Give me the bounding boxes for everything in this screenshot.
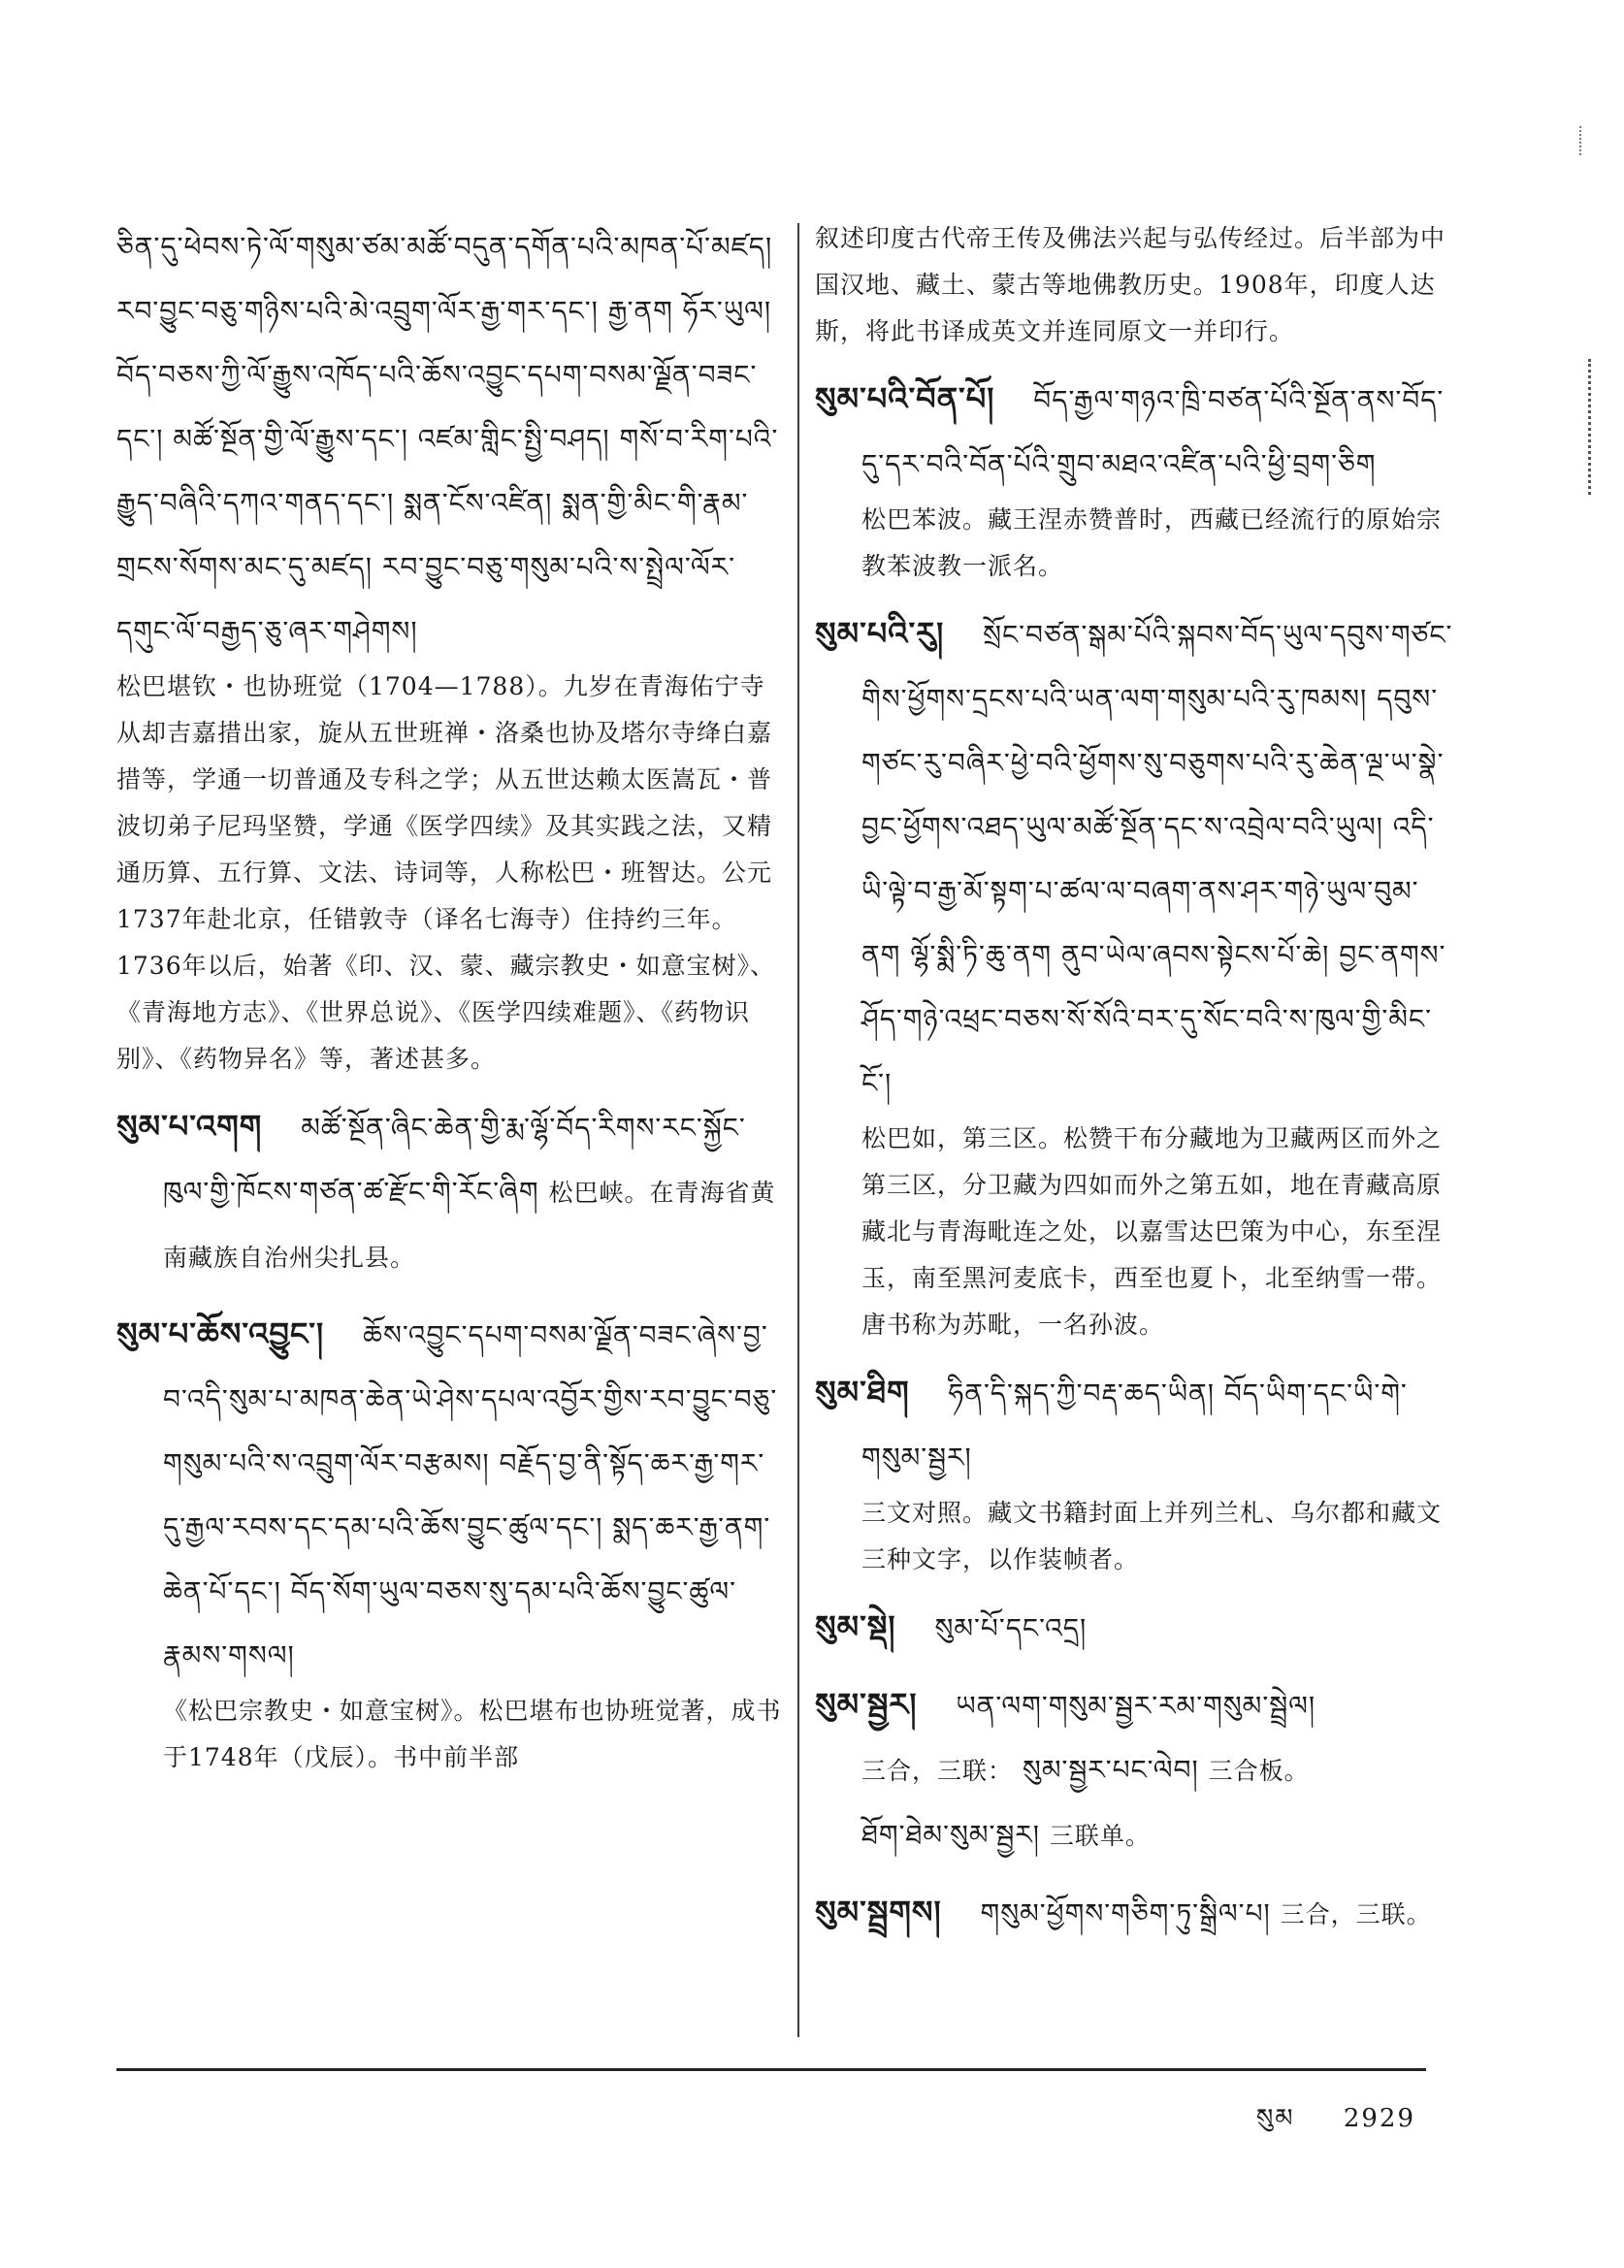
- entry-headword: སུམ་ཐིག: [815, 1374, 910, 1410]
- example-chinese: 三合板。: [1208, 1757, 1310, 1785]
- page-number: 2929: [1343, 2104, 1415, 2133]
- entry-continuation: [116, 215, 786, 1083]
- entry-chinese-definition: 三合，三联。: [1280, 1900, 1432, 1928]
- entry-chinese-definition: 三文对照。藏文书籍封面上并列兰札、乌尔都和藏文三种文字，以作装帧者。: [861, 1499, 1443, 1573]
- column-divider: [797, 223, 799, 2037]
- example-tibetan: སུམ་སྦྱར་པང་ལེབ།: [1022, 1754, 1199, 1786]
- dictionary-entry: [815, 1595, 1455, 1661]
- continuation-chinese: 叙述印度古代帝王传及佛法兴起与弘传经过。后半部为中国汉地、藏土、蒙古等地佛教历史。1908年，印度人达斯，将此书译成英文并连同原文一并印行。: [815, 224, 1446, 345]
- continuation-tibetan: ཅིན་དུ་ཕེབས་ཏེ་ལོ་གསུམ་ཙམ་མཚོ་བདུན་དགོན་པའི་མཁན་པོ་མཛད། རབ་བྱུང་བཅུ་གཉིས་པའི་མེ་འབྲུག་ལོར་རྒྱ་གར་དང་། རྒྱ་ནག ཧོར་ཡུལ། བོད་བཅས་ཀྱི་ལོ་རྒྱུས་འཁོད་པའི་ཆོས་འབྱུང་དཔག་བསམ་ལྗོན་བཟང་དང་། མཚོ་སྔོན་གྱི་ལོ་རྒྱུས་དང་། འཛམ་གླིང་སྤྱི་བཤད། གསོ་བ་རིག་པའི་རྒྱུད་བཞིའི་དཀའ་གནད་དང་། སྨན་ངོས་འཛིན། སྨན་གྱི་མིང་གི་རྣམ་གྲངས་སོགས་མང་དུ་མཛད། རབ་བྱུང་བཅུ་གསུམ་པའི་ས་སྤྲེལ་ལོར་དགུང་ལོ་བརྒྱད་ཅུ་ཞར་གཤེགས།: [116, 231, 779, 647]
- dictionary-entry: [116, 1094, 786, 1290]
- entry-headword: སུམ་སྦྲགས།: [815, 1894, 942, 1930]
- entry-tibetan-definition: སྲོང་བཙན་སྒམ་པོའི་སྐབས་བོད་ཡུལ་དབུས་གཙང་གིས་ཕྱོགས་དྲངས་པའི་ཡན་ལག་གསུམ་པའི་རུ་ཁམས། དབུས་གཙང་རུ་བཞིར་ཕྱེ་བའི་ཕྱོགས་སུ་བཅུགས་པའི་རུ་ཆེན་ལྔ་ཡ་སྣེ་བྱང་ཕྱོགས་འཐད་ཡུལ་མཚོ་སྔོན་དང་ས་འབྲེལ་བའི་ཡུལ། འདི་ཡི་ལྟེ་བ་རྒྱ་མོ་སྟག་པ་ཚལ་ལ་བཞག་ནས་ཤར་གཉེ་ཡུལ་བུམ་ནག ལྷོ་སྨི་ཏི་ཆུ་ནག ནུབ་ཡེལ་ཞབས་སྟེངས་པོ་ཆེ། བྱང་ནགས་ཤོད་གཉེ་འཕྲང་བཅས་སོ་སོའི་བར་དུ་སོང་བའི་ས་ཁུལ་གྱི་མིང་ངོ་།: [861, 619, 1453, 1099]
- dictionary-entry: [116, 1302, 786, 1781]
- entry-tibetan-definition: ཧིན་དི་སྐད་ཀྱི་བརྡ་ཆད་ཡིན། བོད་ཡིག་དང་ཡི་གེ་གསུམ་སྦྱར།: [861, 1377, 1408, 1474]
- dictionary-entry: [815, 1672, 1455, 1868]
- entry-headword: སུམ་པ་ཆོས་འབྱུང་།: [116, 1315, 325, 1352]
- entry-tibetan-definition: ཆོས་འབྱུང་དཔག་བསམ་ལྗོན་བཟང་ཞེས་བྱ་བ་འདི་སུམ་པ་མཁན་ཆེན་ཡེ་ཤེས་དཔལ་འབྱོར་གྱིས་རབ་བྱུང་བཅུ་གསུམ་པའི་ས་འབྲུག་ལོར་བརྩམས། བརྗོད་བྱ་ནི་སྟོད་ཆར་རྒྱ་གར་དུ་རྒྱལ་རབས་དང་དམ་པའི་ཆོས་བྱུང་ཚུལ་དང་། སྨད་ཆར་རྒྱ་ནག་ཆེན་པོ་དང་། བོད་སོག་ཡུལ་བཅས་སུ་དམ་པའི་ཆོས་བྱུང་ཚུལ་རྣམས་གསལ།: [163, 1319, 778, 1671]
- continuation-chinese: 松巴堪钦・也协班觉（1704—1788）。九岁在青海佑宁寺从却吉嘉措出家，旋从五世班禅・洛桑也协及塔尔寺绛白嘉措等，学通一切普通及专科之学；从五世达赖太医嵩瓦・普波切弟子尼玛坚赞，学通《医学四续》及其实践之法，又精通历算、五行算、文法、诗词等，人称松巴・班智达。公元1737年赴北京，任错敦寺（译名七海寺）住持约三年。1736年以后，始著《印、汉、蒙、藏宗教史・如意宝树》、《青海地方志》、《世界总说》、《医学四续难题》、《药物识别》、《药物异名》等，著述甚多。: [116, 672, 776, 1073]
- footer-rule: [116, 2068, 1426, 2071]
- left-column: [116, 215, 786, 1793]
- entry-tibetan-definition: ཡན་ལག་གསུམ་སྦྱར་རམ་གསུམ་སྦྲེལ།: [956, 1690, 1316, 1722]
- entry-chinese-definition: 松巴峡。在青海省黄南藏族自治州尖扎县。: [163, 1179, 776, 1272]
- margin-marks: [1579, 126, 1589, 155]
- right-column: [815, 215, 1455, 1959]
- entry-continuation: [815, 215, 1455, 355]
- entry-chinese-definition: 松巴苯波。藏王涅赤赞普时，西藏已经流行的原始宗教苯波教一派名。: [861, 505, 1443, 580]
- page-footer: [1218, 2090, 1415, 2161]
- margin-marks: [1588, 359, 1603, 495]
- entry-tibetan-definition: མཚོ་སྔོན་ཞིང་ཆེན་གྱི་རྨ་ལྷོ་བོད་རིགས་རང་སྐྱོང་ཁུལ་གྱི་ཁོངས་གཙན་ཚ་རྫོང་གི་རོང་ཞིག: [163, 1112, 746, 1208]
- entry-tibetan-definition: གསུམ་ཕྱོགས་གཅིག་ཏུ་སྒྲིལ་པ།: [980, 1897, 1271, 1929]
- example-chinese: 三联单。: [1049, 1822, 1151, 1850]
- dictionary-entry: [815, 601, 1455, 1348]
- entry-headword: སུམ་པའི་བོན་པོ།: [815, 380, 995, 417]
- dictionary-entry: [815, 367, 1455, 590]
- entry-chinese-definition: 《松巴宗教史・如意宝树》。松巴堪布也协班觉著，成书于1748年（戊辰）。书中前半部: [163, 1697, 782, 1771]
- entry-tibetan-definition: སུམ་པོ་དང་འདྲ།: [934, 1612, 1088, 1644]
- entry-headword: སུམ་སྡེ།: [815, 1608, 896, 1645]
- dictionary-entry: [815, 1360, 1455, 1583]
- entry-chinese-gloss: 三合，三联：: [861, 1757, 1014, 1785]
- entry-headword: སུམ་སྦྱར།: [815, 1686, 918, 1723]
- example-tibetan: ཐོག་ཐེམ་སུམ་སྦྱར།: [861, 1819, 1040, 1851]
- entry-tibetan-definition: བོད་རྒྱལ་གཉའ་ཁྲི་བཙན་པོའི་སྔོན་ནས་བོད་དུ་དར་བའི་བོན་པོའི་གྲུབ་མཐའ་འཛིན་པའི་ཕྱི་བྲག་ཅིག: [861, 384, 1445, 480]
- entry-headword: སུམ་པའི་རུ།: [815, 615, 945, 652]
- entry-chinese-definition: 松巴如，第三区。松赞干布分藏地为卫藏两区而外之第三区，分卫藏为四如而外之第五如，地在青藏高原藏北与青海毗连之处，以嘉雪达巴策为中心，东至涅玉，南至黑河麦底卡，西至也夏卜，北至纳雪一带。唐书称为苏毗，一名孙波。: [861, 1124, 1443, 1339]
- footer-section: སུམ: [1255, 2104, 1295, 2133]
- entry-headword: སུམ་པ་འགག: [116, 1108, 263, 1145]
- dictionary-entry: [815, 1880, 1455, 1947]
